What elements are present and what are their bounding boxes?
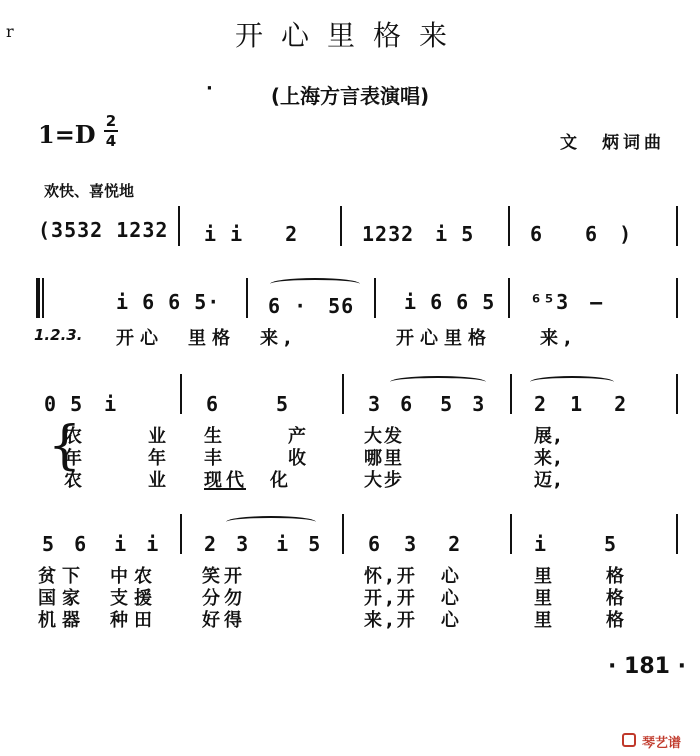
barline (510, 514, 512, 554)
time-signature-numerator: 2 (105, 112, 117, 130)
line3-verse1-d: 里 格 (534, 566, 630, 587)
song-subtitle: (上海方言表演唱) (270, 84, 430, 108)
line3-verse3-b: 好得 (202, 610, 246, 631)
slur (270, 278, 360, 290)
intro-measure-2: i i 2 (204, 222, 299, 246)
intro-measure-3: 1232 i 5 (362, 222, 475, 246)
line3-measure-1: 5 6 i i (42, 532, 163, 556)
line1-lyric-a: 开心 里格 来, (116, 328, 297, 349)
watermark-text: 琴艺谱 (642, 736, 682, 751)
margin-mark: r (6, 22, 14, 41)
barline (342, 374, 344, 414)
verse-brace: { (48, 416, 82, 476)
title-dot: · (206, 78, 213, 99)
repeat-start-barline (36, 278, 40, 318)
line3-verse3-a: 机器 种田 (38, 610, 158, 631)
line2-measure-3: 3 6 5 3 (368, 392, 489, 416)
line1-lyric-b: 开心里格 来, (396, 328, 577, 349)
line2-measure-4: 2 1 2 (534, 392, 633, 416)
line3-verse2-a: 国家 支援 (38, 588, 158, 609)
barline (180, 514, 182, 554)
page-number: · 181 · (608, 654, 686, 679)
line2-measure-1: 0 5 i (44, 392, 118, 416)
watermark-logo-icon (622, 733, 636, 747)
slur (530, 376, 614, 388)
key-signature: 1=D (38, 120, 96, 149)
line2-verse3-a: 农 业 (64, 470, 176, 491)
line3-verse3-c: 来,开 心 (364, 610, 463, 631)
line3-verse1-c: 怀,开 心 (364, 566, 463, 587)
line2-verse1-d: 展, (534, 426, 563, 447)
song-title: 开心里格来 (234, 19, 465, 52)
intro-measure-1: (3532 1232 (38, 218, 169, 242)
line3-measure-2: 2 3 i 5 (204, 532, 325, 556)
line2-verse2-c: 哪里 (364, 448, 404, 469)
line2-verse2-a: 年 年 (64, 448, 176, 469)
barline (676, 278, 678, 318)
line3-verse1-b: 笑开 (202, 566, 246, 587)
line2-verse3-c: 大步 (364, 470, 404, 491)
barline (508, 278, 510, 318)
barline (676, 206, 678, 246)
line1-measure-2: 6 · 56 (268, 294, 355, 318)
barline (342, 514, 344, 554)
barline (340, 206, 342, 246)
barline (510, 374, 512, 414)
line2-verse2-d: 来, (534, 448, 563, 469)
barline (374, 278, 376, 318)
barline (676, 374, 678, 414)
line3-verse3-d: 里 格 (534, 610, 630, 631)
line3-measure-4: i 5 (534, 532, 623, 556)
lyric-underline (204, 488, 246, 490)
barline (180, 374, 182, 414)
repeat-start-barline-thin (42, 278, 44, 318)
slur (226, 516, 316, 528)
barline (508, 206, 510, 246)
time-signature-denominator: 4 (105, 132, 117, 150)
intro-measure-4: 6 6 ) (530, 222, 633, 246)
tempo-marking: 欢快、喜悦地 (44, 182, 135, 200)
barline (178, 206, 180, 246)
verse-numbers: 1.2.3. (34, 326, 83, 344)
line1-measure-4: ⁶⁵3 – (530, 290, 604, 314)
line3-measure-3: 6 3 2 (368, 532, 467, 556)
line2-verse1-c: 大发 (364, 426, 404, 447)
line3-verse1-a: 贫下 中农 (38, 566, 158, 587)
line2-verse3-b: 现代 化 (204, 470, 292, 491)
line3-verse2-b: 分勿 (202, 588, 246, 609)
line1-measure-1: i 6 6 5· (116, 290, 221, 314)
line2-verse2-b: 丰 收 (204, 448, 316, 469)
line2-verse3-d: 迈, (534, 470, 563, 491)
time-signature (104, 112, 118, 150)
barline (676, 514, 678, 554)
composer-credit: 文 炳词曲 (560, 133, 665, 153)
barline (246, 278, 248, 318)
line2-measure-2: 6 5 (206, 392, 295, 416)
line3-verse2-d: 里 格 (534, 588, 630, 609)
line2-verse1-b: 生 产 (204, 426, 316, 447)
slur (390, 376, 486, 388)
line1-measure-3: i 6 6 5 (404, 290, 496, 314)
line2-verse1-a: 农 业 (64, 426, 176, 447)
line3-verse2-c: 开,开 心 (364, 588, 463, 609)
